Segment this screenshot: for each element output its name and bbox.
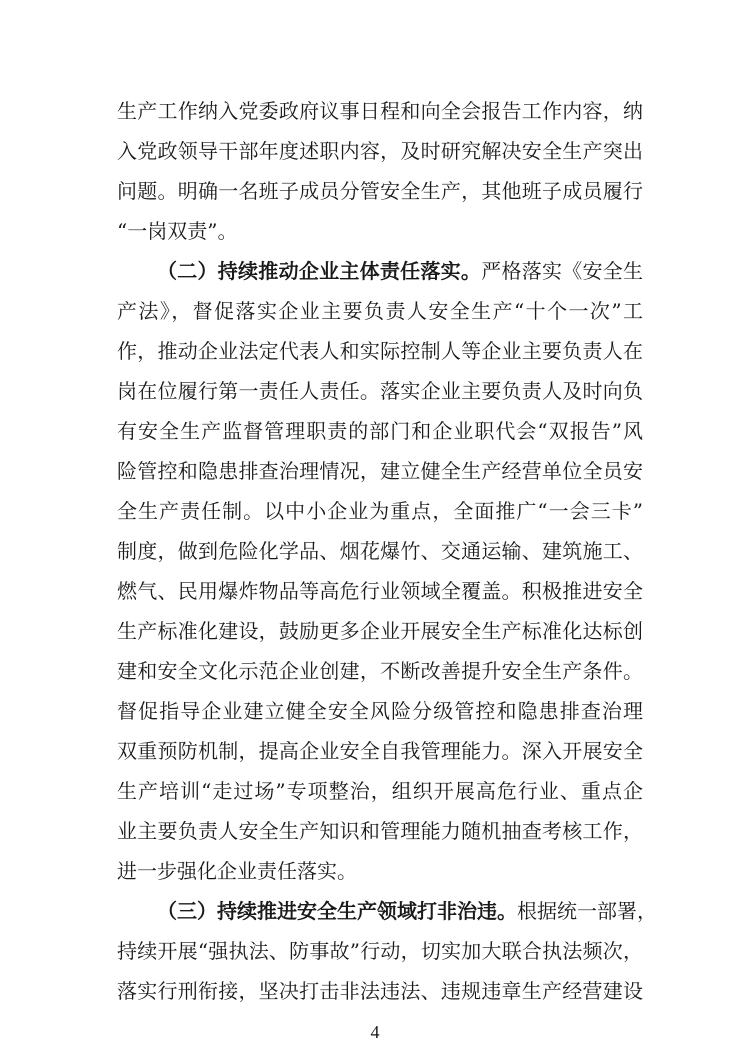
page-number: 4 [370, 1022, 380, 1042]
paragraph-2-line-16: 进一步强化企业责任落实。 [117, 859, 357, 883]
paragraph-2-line-9: 燃气、民用爆炸物品等高危行业领域全覆盖。积极推进安全 [117, 579, 643, 603]
paragraph-3-line-2: 持续开展“强执法、防事故”行动，切实加大联合执法频次， [117, 939, 643, 963]
paragraph-1-line-3: 问题。明确一名班子成员分管安全生产，其他班子成员履行 [117, 179, 643, 203]
paragraph-2-line-11: 建和安全文化示范企业创建，不断改善提升安全生产条件。 [117, 659, 643, 683]
paragraph-2-heading: （二）持续推动企业主体责任落实。 [157, 259, 482, 283]
paragraph-3-line-3: 落实行刑衔接，坚决打击非法违法、违规违章生产经营建设 [117, 979, 643, 1003]
paragraph-2-line-4: 岗在位履行第一责任人责任。落实企业主要负责人及时向负 [117, 379, 643, 403]
paragraph-2-line-6: 险管控和隐患排查治理情况，建立健全生产经营单位全员安 [117, 459, 643, 483]
paragraph-2-first-line [157, 257, 643, 285]
paragraph-2-line-13: 双重预防机制，提高企业安全自我管理能力。深入开展安全 [117, 739, 643, 763]
paragraph-1-line-1: 生产工作纳入党委政府议事日程和向全会报告工作内容，纳 [117, 99, 643, 123]
paragraph-1-line-4: “一岗双责”。 [117, 219, 238, 243]
paragraph-2-line-14: 生产培训“走过场”专项整治，组织开展高危行业、重点企 [117, 779, 643, 803]
paragraph-2-line-1: 严格落实《安全生 [481, 259, 644, 283]
paragraph-2-line-2: 产法》，督促落实企业主要负责人安全生产“十个一次”工 [117, 299, 643, 323]
paragraph-2-line-15: 业主要负责人安全生产知识和管理能力随机抽查考核工作， [117, 819, 643, 843]
paragraph-3-first-line [157, 897, 657, 925]
paragraph-2-line-12: 督促指导企业建立健全安全风险分级管控和隐患排查治理 [117, 699, 643, 723]
paragraph-2-line-5: 有安全生产监督管理职责的部门和企业职代会“双报告”风 [117, 419, 643, 443]
paragraph-3-heading: （三）持续推进安全生产领域打非治违。 [157, 899, 517, 923]
paragraph-2-line-7: 全生产责任制。以中小企业为重点，全面推广“一会三卡” [117, 499, 643, 523]
paragraph-2-line-10: 生产标准化建设，鼓励更多企业开展安全生产标准化达标创 [117, 619, 643, 643]
paragraph-3-line-1: 根据统一部署， [517, 899, 657, 923]
paragraph-2-line-3: 作，推动企业法定代表人和实际控制人等企业主要负责人在 [117, 339, 643, 363]
paragraph-2-line-8: 制度，做到危险化学品、烟花爆竹、交通运输、建筑施工、 [117, 539, 643, 563]
paragraph-1-line-2: 入党政领导干部年度述职内容，及时研究解决安全生产突出 [117, 139, 643, 163]
